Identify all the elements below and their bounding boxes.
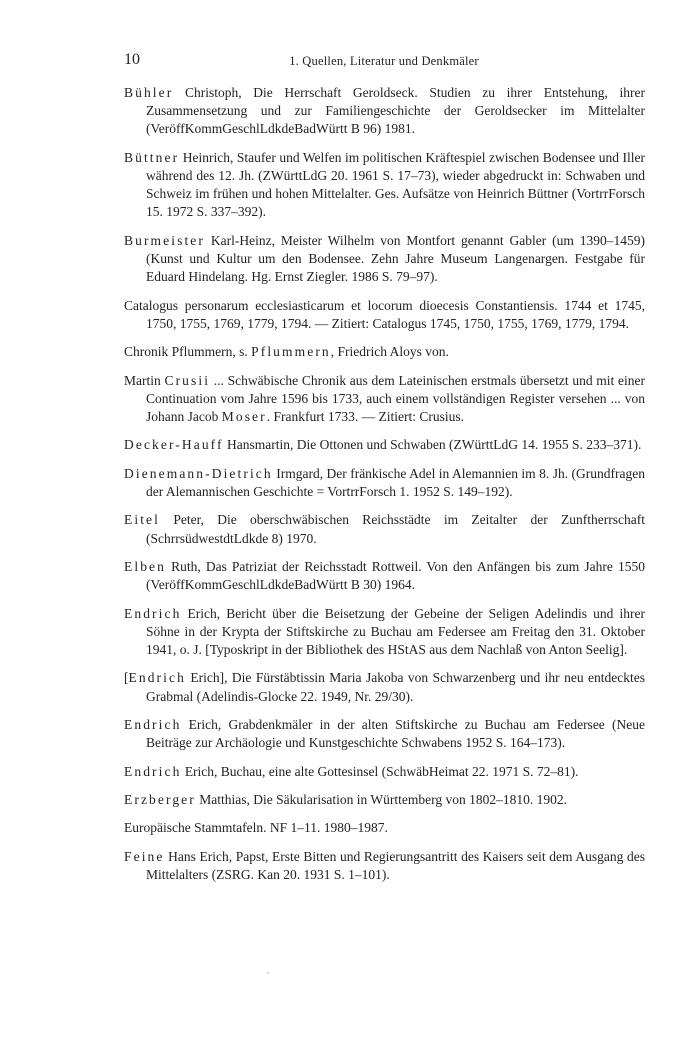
author-name: Erzberger	[124, 791, 196, 807]
bibliography-entry	[124, 343, 645, 361]
entry-text: Irmgard, Der fränkische Adel in Alemannien im 8. Jh. (Grundfragen der Alemannischen Geschichte = VortrrForsch 1. 1952 S. 149–192).	[146, 465, 645, 499]
author-name: Elben	[124, 558, 166, 574]
bibliography-entry	[124, 511, 645, 547]
author-name: Eitel	[124, 512, 160, 528]
bibliography-entry	[124, 716, 645, 752]
author-name: Burmeister	[124, 232, 205, 248]
author-name: Dienemann-Dietrich	[124, 465, 273, 481]
bibliography-entry	[124, 791, 645, 809]
bibliography-entry	[124, 848, 645, 884]
bibliography-entry	[124, 558, 645, 594]
entry-text: Hans Erich, Papst, Erste Bitten und Regierungsantritt des Kaisers seit dem Ausgang des Mittelalters (ZSRG. Kan 20. 1931 S. 1–101).	[146, 848, 645, 882]
page-header	[124, 50, 644, 70]
entry-text: ... Schwäbische Chronik aus dem Lateinischen erstmals übersetzt und mit einer Continuation vom Jahre 1596 bis 1733, auch einem vollständigen Register versehen ... von Johann Jacob	[146, 372, 645, 424]
bibliography-entry	[124, 372, 645, 427]
entry-text: Erich], Die Fürstäbtissin Maria Jakoba von Schwarzenberg und ihr neu entdecktes Grabmal (Adelindis-Glocke 22. 1949, Nr. 29/30).	[146, 670, 645, 704]
bibliography-entry	[124, 669, 645, 705]
page-number: 10	[124, 51, 140, 68]
bibliography-entry	[124, 436, 645, 454]
bibliography-entry	[124, 605, 645, 660]
entry-text: Chronik Pflummern, s.	[124, 344, 252, 360]
entry-text: Karl-Heinz, Meister Wilhelm von Montfort genannt Gabler (um 1390–1459) (Kunst und Kultur um den Bodensee. Zehn Jahre Museum Langenargen. Festgabe für Eduard Hindelang. Hg. Ernst Ziegler. 1986 S. 79–97).	[146, 232, 645, 285]
entry-text: Europäische Stammtafeln. NF 1–11. 1980–1987.	[124, 820, 388, 836]
entry-text: Erich, Grabdenkmäler in der alten Stiftskirche zu Buchau am Federsee (Neue Beiträge zur Archäologie und Kunstgeschichte Schwabens 1952 S. 164–173).	[146, 716, 645, 751]
bibliography-entry	[124, 297, 645, 333]
speck-mark	[267, 972, 269, 974]
bibliography-entry	[124, 763, 645, 781]
author-name: Bühler	[124, 85, 174, 100]
bibliography-entry	[124, 465, 645, 501]
entry-text: . Frankfurt 1733. — Zitiert: Crusius.	[266, 408, 464, 424]
author-name: Feine	[124, 848, 165, 864]
entry-text: , Friedrich Aloys von.	[330, 344, 449, 360]
entry-text: Ruth, Das Patriziat der Reichsstadt Rottweil. Von den Anfängen bis zum Jahre 1550 (VeröffKommGeschlLdkdeBadWürtt B 30) 1964.	[146, 558, 645, 593]
author-name: Pflummern	[251, 344, 331, 360]
entry-text: Christoph, Die Herrschaft Geroldseck. Studien zu ihrer Entstehung, ihrer Zusammensetzung und zur Familiengeschichte der Geroldsecker im Mittelalter (VeröffKommGeschlLdkdeBadWürtt B 96) 1981.	[146, 85, 645, 137]
author-name: Moser	[221, 408, 267, 424]
author-name: Büttner	[124, 149, 180, 165]
running-head: 1. Quellen, Literatur und Denkmäler	[289, 54, 479, 68]
entry-text: Catalogus personarum ecclesiasticarum et locorum dioecesis Constantiensis. 1744 et 1745, 1750, 1755, 1769, 1779, 1794. — Zitiert: Catalogus 1745, 1750, 1755, 1769, 1779, 1794.	[124, 297, 645, 331]
author-name: Endrich	[128, 670, 186, 686]
entry-text: Matthias, Die Säkularisation in Württemberg von 1802–1810. 1902.	[195, 791, 567, 807]
bibliography-entry	[124, 232, 645, 287]
entry-text: [	[124, 670, 129, 686]
entry-text: Erich, Buchau, eine alte Gottesinsel (SchwäbHeimat 22. 1971 S. 72–81).	[181, 763, 579, 779]
entry-text: Martin	[124, 372, 165, 388]
entry-text: Erich, Bericht über die Beisetzung der Gebeine der Seligen Adelindis und ihrer Söhne in der Krypta der Stiftskirche zu Buchau am Federsee am Freitag den 31. Oktober 1941, o. J. [Typoskript in der Bibliothek des HStAS aus dem Nachlaß von Anton Seelig].	[146, 605, 645, 657]
entry-text: Peter, Die oberschwäbischen Reichsstädte im Zeitalter der Zunftherrschaft (SchrrsüdwestdtLdkde 8) 1970.	[146, 512, 645, 546]
author-name: Endrich	[124, 763, 182, 779]
bibliography-entry	[124, 84, 645, 139]
bibliography-entry	[124, 149, 645, 222]
author-name: Decker-Hauff	[124, 437, 224, 453]
author-name: Crusii	[164, 372, 211, 388]
author-name: Endrich	[124, 716, 182, 732]
author-name: Endrich	[124, 605, 182, 621]
entry-text: Hansmartin, Die Ottonen und Schwaben (ZWürttLdG 14. 1955 S. 233–371).	[223, 437, 642, 453]
bibliography-entry	[124, 819, 645, 837]
entry-text: Heinrich, Staufer und Welfen im politischen Kräftespiel zwischen Bodensee und Iller während des 12. Jh. (ZWürttLdG 20. 1961 S. 17–73), wieder abgedruckt in: Schwaben und Schweiz im frühen und hohen Mittelalter. Ges. Aufsätze von Heinrich Büttner (VortrrForsch 15. 1972 S. 337–392).	[146, 149, 645, 220]
bibliography-list	[124, 84, 645, 894]
